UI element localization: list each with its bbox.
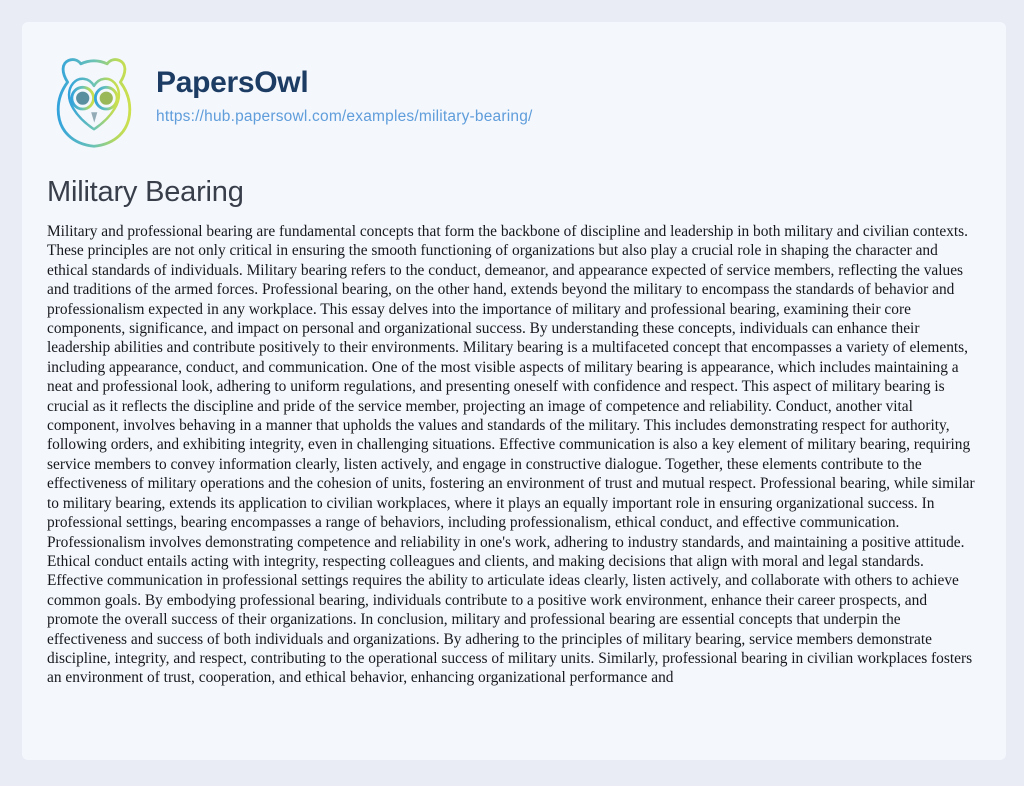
owl-icon xyxy=(46,52,142,150)
owl-left-eye xyxy=(76,92,89,105)
brand-name: PapersOwl xyxy=(156,66,309,99)
source-url-link[interactable]: https://hub.papersowl.com/examples/military-bearing/ xyxy=(156,108,533,125)
owl-beak xyxy=(91,112,97,122)
page-title: Military Bearing xyxy=(47,176,244,208)
essay-body: Military and professional bearing are fundamental concepts that form the backbone of discipline and leadership in both military and civilian contexts. These principles are not only critical in ensuring the smooth functioning of organizations but also play a crucial role in shaping the character and ethical standards of individuals. Military bearing refers to the conduct, demeanor, and appearance expected of service members, reflecting the values and traditions of the armed forces. Professional bearing, on the other hand, extends beyond the military to encompass the standards of behavior and professionalism expected in any workplace. This essay delves into the importance of military and professional bearing, examining their core components, significance, and impact on personal and organizational success. By understanding these concepts, individuals can enhance their leadership abilities and contribute positively to their environments. Military bearing is a multifaceted concept that encompasses a variety of elements, including appearance, conduct, and communication. One of the most visible aspects of military bearing is appearance, which includes maintaining a neat and professional look, adhering to uniform regulations, and presenting oneself with confidence and respect. This aspect of military bearing is crucial as it reflects the discipline and pride of the service member, projecting an image of competence and reliability. Conduct, another vital component, involves behaving in a manner that upholds the values and standards of the military. This includes demonstrating respect for authority, following orders, and exhibiting integrity, even in challenging situations. Effective communication is also a key element of military bearing, requiring service members to convey information clearly, listen actively, and engage in constructive dialogue. Together, these elements contribute to the effectiveness of military operations and the cohesion of units, fostering an environment of trust and mutual respect. Professional bearing, while similar to military bearing, extends its application to civilian workplaces, where it plays an equally important role in ensuring organizational success. In professional settings, bearing encompasses a range of behaviors, including professionalism, ethical conduct, and effective communication. Professionalism involves demonstrating competence and reliability in one's work, adhering to industry standards, and maintaining a positive attitude. Ethical conduct entails acting with integrity, respecting colleagues and clients, and making decisions that align with moral and legal standards. Effective communication in professional settings requires the ability to articulate ideas clearly, listen actively, and collaborate with others to achieve common goals. By embodying professional bearing, individuals contribute to a positive work environment, enhance their career prospects, and promote the overall success of their organizations. In conclusion, military and professional bearing are essential concepts that underpin the effectiveness and success of both individuals and organizations. By adhering to the principles of military bearing, service members demonstrate discipline, integrity, and respect, contributing to the operational success of military units. Similarly, professional bearing in civilian workplaces fosters an environment of trust, cooperation, and ethical behavior, enhancing organizational performance and xyxy=(47,223,975,687)
owl-body-outline xyxy=(58,60,130,147)
header-text xyxy=(156,52,533,126)
page-card xyxy=(22,22,1006,760)
site-header xyxy=(46,52,982,150)
owl-right-eye xyxy=(100,92,113,105)
papersowl-logo xyxy=(46,52,142,150)
